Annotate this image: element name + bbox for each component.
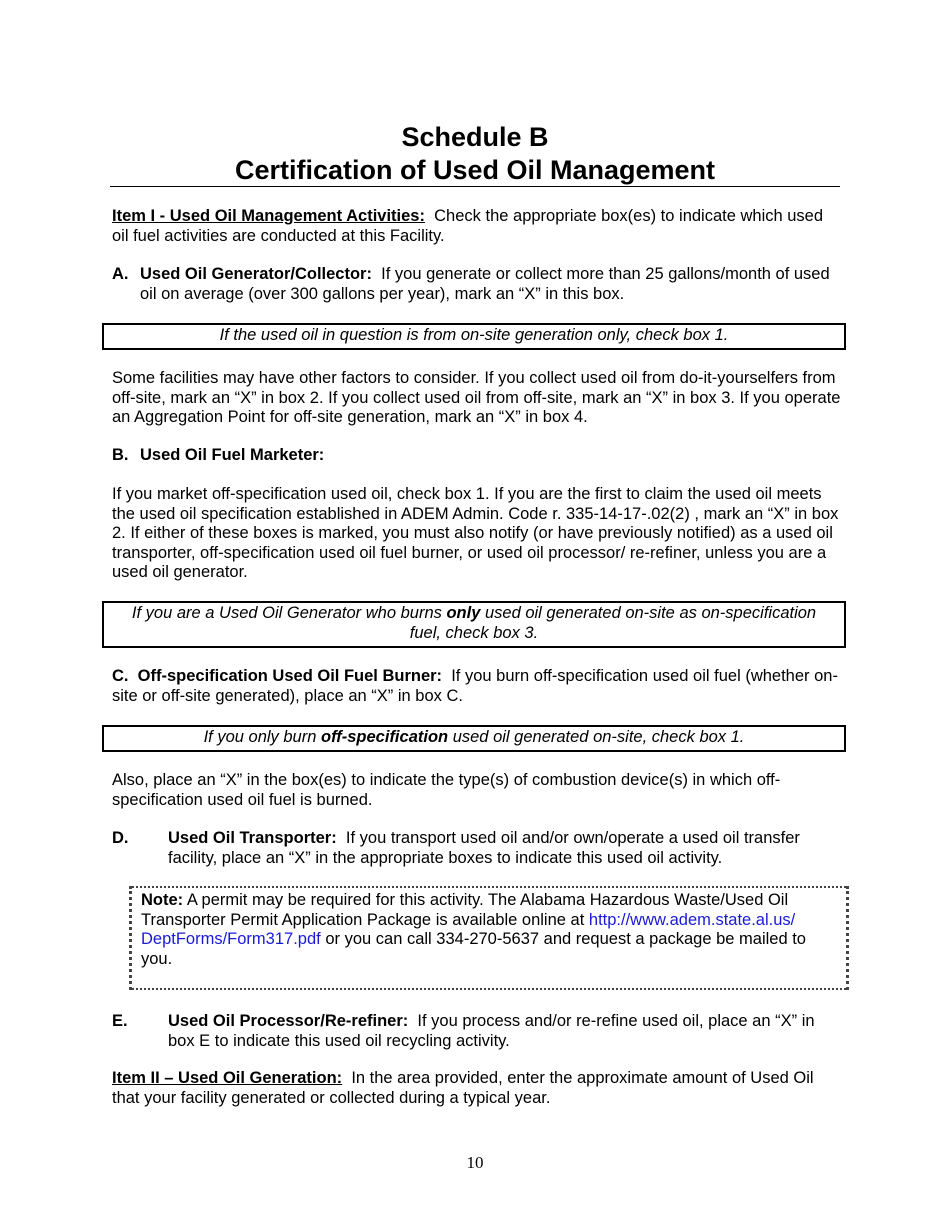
section-b-callout-bold: only	[446, 604, 481, 622]
section-e-text: If you process and/or re-refine used oil, place an “X” in box E to indicate this used oil recycling activity.	[168, 1012, 815, 1050]
section-a-callout: If the used oil in question is from on-site generation only, check box 1.	[219, 326, 729, 344]
section-a-paragraph	[140, 265, 840, 304]
section-c-letter: C.	[112, 667, 129, 685]
item1-heading: Item I - Used Oil Management Activities:	[112, 207, 425, 225]
section-b-callout-post: used oil generated on-site as on-specification fuel, check box 3.	[409, 604, 817, 642]
section-d-paragraph	[168, 829, 843, 868]
section-c-callout-pre: If you only burn	[203, 728, 321, 746]
section-b-paragraph	[140, 446, 840, 466]
section-b-text: If you market off-specification used oil, check box 1. If you are the first to claim the used oil meets the used oil specification established in ADEM Admin. Code r. 335-14-17-.02(2) , mark an “X” in box 2. If either of these boxes is marked, you must also notify (or have previously notified) as a used oil transporter, off-specification used oil fuel burner, or used oil processor/ re-refiner, unless you are a used oil generator.	[112, 485, 839, 582]
title-divider	[110, 186, 840, 187]
item2-heading: Item II – Used Oil Generation:	[112, 1069, 343, 1087]
page-number: 10	[466, 1153, 484, 1172]
section-a-callout-box	[102, 323, 846, 350]
item2-text: In the area provided, enter the approximate amount of Used Oil that your facility generated or collected during a typical year.	[112, 1069, 814, 1107]
section-b-letter: B.	[112, 446, 129, 464]
note-label: Note:	[141, 891, 184, 909]
section-c-heading: Off-specification Used Oil Fuel Burner:	[137, 667, 443, 685]
page-title-line2: Certification of Used Oil Management	[234, 155, 716, 185]
section-b-heading: Used Oil Fuel Marketer:	[140, 446, 325, 464]
section-a-text: If you generate or collect more than 25 gallons/month of used oil on average (over 300 gallons per year), mark an “X” in this box.	[140, 265, 830, 303]
page-title-line1: Schedule B	[401, 122, 549, 152]
transporter-note-box	[129, 886, 849, 990]
section-d-text: If you transport used oil and/or own/operate a used oil transfer facility, place an “X” in the appropriate boxes to indicate this used oil activity.	[168, 829, 800, 867]
note-tail: or you can call 334-270-5637 and request a package be mailed to you.	[141, 930, 806, 968]
section-d-letter: D.	[112, 829, 129, 847]
item2-paragraph	[112, 1069, 842, 1108]
section-e-heading: Used Oil Processor/Re-refiner:	[168, 1012, 409, 1030]
section-a-letter: A.	[112, 265, 129, 283]
section-d-heading: Used Oil Transporter:	[168, 829, 337, 847]
section-a-followup: Some facilities may have other factors to consider. If you collect used oil from do-it-yourselfers from off-site, mark an “X” in box 2. If you collect used oil from off-site, mark an “X” in box 3. If you operate an Aggregation Point for off-site generation, mark an “X” in box 4.	[112, 369, 841, 427]
item1-text: Check the appropriate box(es) to indicate which used oil fuel activities are conducted at this Facility.	[112, 207, 824, 245]
section-c-paragraph	[112, 667, 842, 706]
section-c-callout-bold: off-specification	[320, 728, 449, 746]
section-c-text: If you burn off-specification used oil fuel (whether on-site or off-site generated), place an “X” in box C.	[112, 667, 838, 705]
section-b-callout-box	[102, 601, 846, 648]
section-c-followup: Also, place an “X” in the box(es) to indicate the type(s) of combustion device(s) in which off-specification used oil fuel is burned.	[112, 771, 781, 809]
item1-paragraph	[112, 207, 842, 246]
note-text: A permit may be required for this activity. The Alabama Hazardous Waste/Used Oil Transporter Permit Application Package is available online at	[141, 891, 789, 929]
section-a-heading: Used Oil Generator/Collector:	[140, 265, 372, 283]
section-e-letter: E.	[112, 1012, 128, 1030]
section-b-callout-pre: If you are a Used Oil Generator who burns	[131, 604, 447, 622]
form317-link[interactable]: http://www.adem.state.al.us/ DeptForms/Form317.pdf	[141, 910, 796, 949]
section-c-callout-post: used oil generated on-site, check box 1.	[448, 728, 745, 746]
section-e-paragraph	[168, 1012, 843, 1051]
section-c-callout-box	[102, 725, 846, 752]
